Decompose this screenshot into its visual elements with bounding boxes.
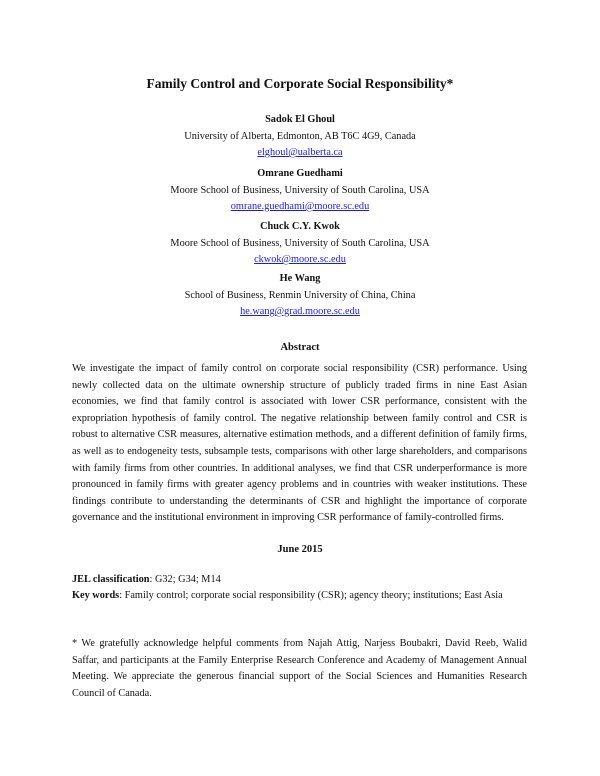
author-name: He Wang bbox=[279, 273, 321, 284]
author-affiliation: School of Business, Renmin University of China, China bbox=[184, 289, 416, 301]
author-affiliation: Moore School of Business, University of South Carolina, USA bbox=[170, 184, 430, 196]
author-email-link[interactable]: omrane.guedhami@moore.sc.edu bbox=[230, 201, 370, 212]
jel-value: : G32; G34; M14 bbox=[149, 574, 221, 585]
keywords-label: Key words bbox=[72, 590, 120, 601]
author-name: Sadok El Ghoul bbox=[265, 114, 335, 125]
author-name: Omrane Guedhami bbox=[257, 168, 343, 179]
author-block bbox=[0, 112, 600, 162]
author-block bbox=[0, 219, 600, 269]
acknowledgement-footnote: * We gratefully acknowledge helpful comments from Najah Attig, Narjess Boubakri, David Reeb, Walid Saffar, and participants at the Family Enterprise Research Conference and Academy of Management Annual Meeting. We appreciate the generous financial support of the Social Sciences and Humanities Research Council of Canada. bbox=[72, 638, 527, 699]
author-affiliation: Moore School of Business, University of South Carolina, USA bbox=[170, 237, 430, 249]
keywords bbox=[72, 588, 532, 605]
author-email-link[interactable]: ckwok@moore.sc.edu bbox=[254, 254, 346, 265]
author-affiliation: University of Alberta, Edmonton, AB T6C 4G9, Canada bbox=[184, 130, 416, 142]
jel-label: JEL classification bbox=[72, 574, 150, 585]
jel-classification bbox=[72, 572, 532, 589]
abstract-text: We investigate the impact of family control on corporate social responsibility (CSR) performance. Using newly collected data on the ultimate ownership structure of publicly traded firms in nine East Asian economies, we find that family control is associated with lower CSR performance, consistent with the expropriation hypothesis of family control. The negative relationship between family control and CSR is robust to alternative CSR measures, alternative estimation methods, and a different definition of family firms, as well as to endogeneity tests, subsample tests, comparisons with other large shareholders, and comparisons with family firms from other countries. In additional analyses, we find that CSR underperformance is more pronounced in family firms with greater agency problems and in countries with weaker institutions. These findings contribute to understanding the determinants of CSR and highlight the importance of corporate governance and the institutional environment in improving CSR performance of family-controlled firms. bbox=[72, 363, 527, 524]
keywords-value: : Family control; corporate social responsibility (CSR); agency theory; institutions; East Asia bbox=[119, 590, 503, 601]
author-name: Chuck C.Y. Kwok bbox=[260, 221, 340, 232]
author-block bbox=[0, 166, 600, 216]
author-email-link[interactable]: he.wang@grad.moore.sc.edu bbox=[240, 306, 360, 317]
abstract-heading: Abstract bbox=[280, 342, 320, 353]
publication-date: June 2015 bbox=[277, 544, 323, 555]
author-email-link[interactable]: elghoul@ualberta.ca bbox=[257, 147, 343, 158]
author-block bbox=[0, 271, 600, 321]
paper-title: Family Control and Corporate Social Responsibility* bbox=[146, 76, 454, 91]
